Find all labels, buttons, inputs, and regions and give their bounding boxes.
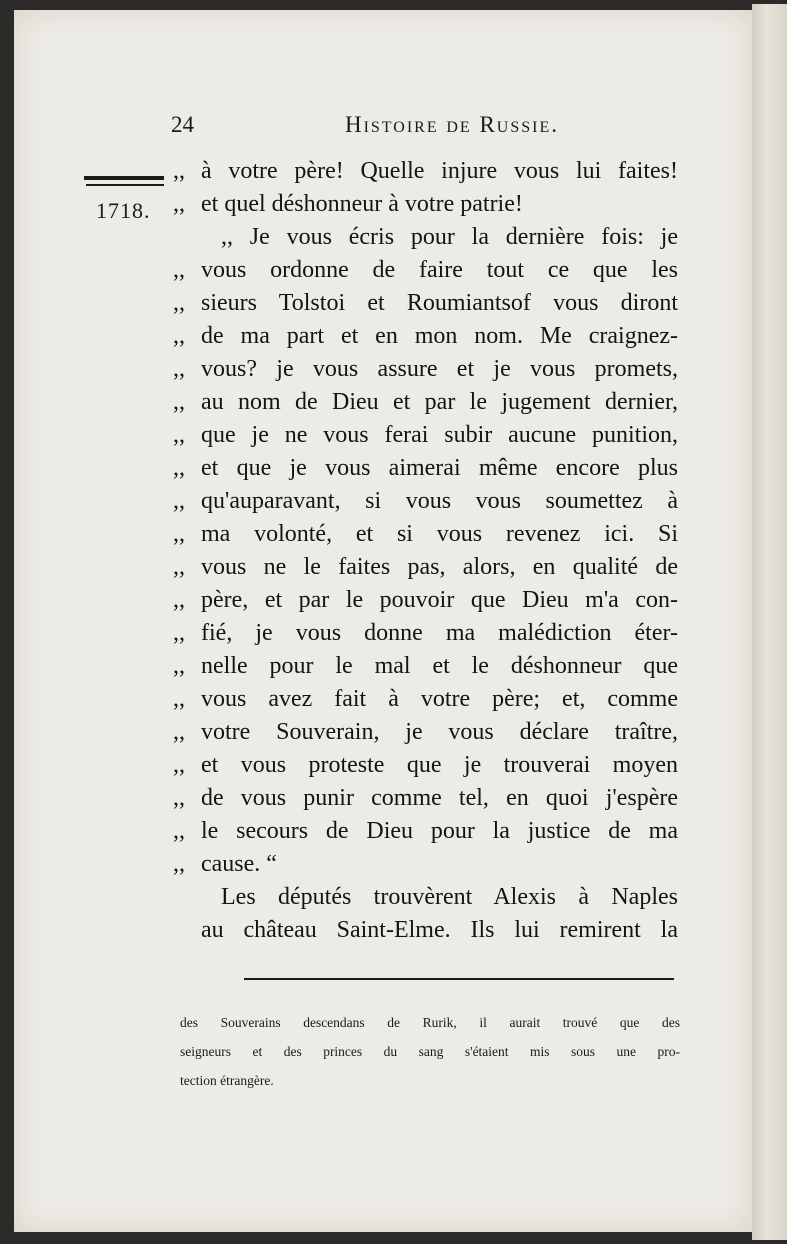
footnote-line: tection étrangère. [180,1073,274,1088]
text-line: ,, qu'auparavant, si vous vous soumettez à [173,488,678,514]
margin-rule-thin [86,184,164,186]
footnote-line: des Souverains descendans de Rurik, il aurait trouvé que des [180,1015,680,1030]
footnote-rule [244,978,674,980]
page-number: 24 [171,112,194,137]
text-line: Les députés trouvèrent Alexis à Naples [221,884,678,910]
text-line: ,, cause. “ [173,851,277,877]
text-line: ,, de vous punir comme tel, en quoi j'espère [173,785,678,811]
text-line: ,, et vous proteste que je trouverai moyen [173,752,678,778]
margin-year: 1718. [96,198,151,223]
text-line: ,, fié, je vous donne ma malédiction éter- [173,620,678,646]
text-line: ,, nelle pour le mal et le déshonneur que [173,653,678,679]
text-line: ,, ma volonté, et si vous revenez ici. Si [173,521,678,547]
text-line: ,, Je vous écris pour la dernière fois: je [221,224,678,250]
adjacent-page-edge [752,4,787,1240]
text-line: ,, à votre père! Quelle injure vous lui faites! [173,158,678,184]
text-line: ,, et quel déshonneur à votre patrie! [173,191,523,217]
running-head: Histoire de Russie. [344,112,559,137]
text-line: ,, vous avez fait à votre père; et, comme [173,686,678,712]
text-line: au château Saint-Elme. Ils lui remirent la [201,917,678,943]
text-line: ,, que je ne vous ferai subir aucune punition, [173,422,678,448]
text-line: ,, sieurs Tolstoi et Roumiantsof vous diront [173,290,678,316]
footnote [180,1008,680,1095]
footnote-line: seigneurs et des princes du sang s'étaient mis sous une pro- [180,1044,680,1059]
text-line: ,, de ma part et en mon nom. Me craignez- [173,323,678,349]
book-page [14,10,752,1232]
text-line: ,, au nom de Dieu et par le jugement dernier, [173,389,678,415]
text-line: ,, père, et par le pouvoir que Dieu m'a con- [173,587,678,613]
text-line: ,, le secours de Dieu pour la justice de ma [173,818,678,844]
text-line: ,, et que je vous aimerai même encore plus [173,455,678,481]
text-line: ,, vous ordonne de faire tout ce que les [173,257,678,283]
text-line: ,, vous? je vous assure et je vous promets, [173,356,678,382]
text-line: ,, votre Souverain, je vous déclare traître, [173,719,678,745]
margin-rule [84,176,164,180]
page-header [171,112,559,142]
text-line: ,, vous ne le faites pas, alors, en qualité de [173,554,678,580]
